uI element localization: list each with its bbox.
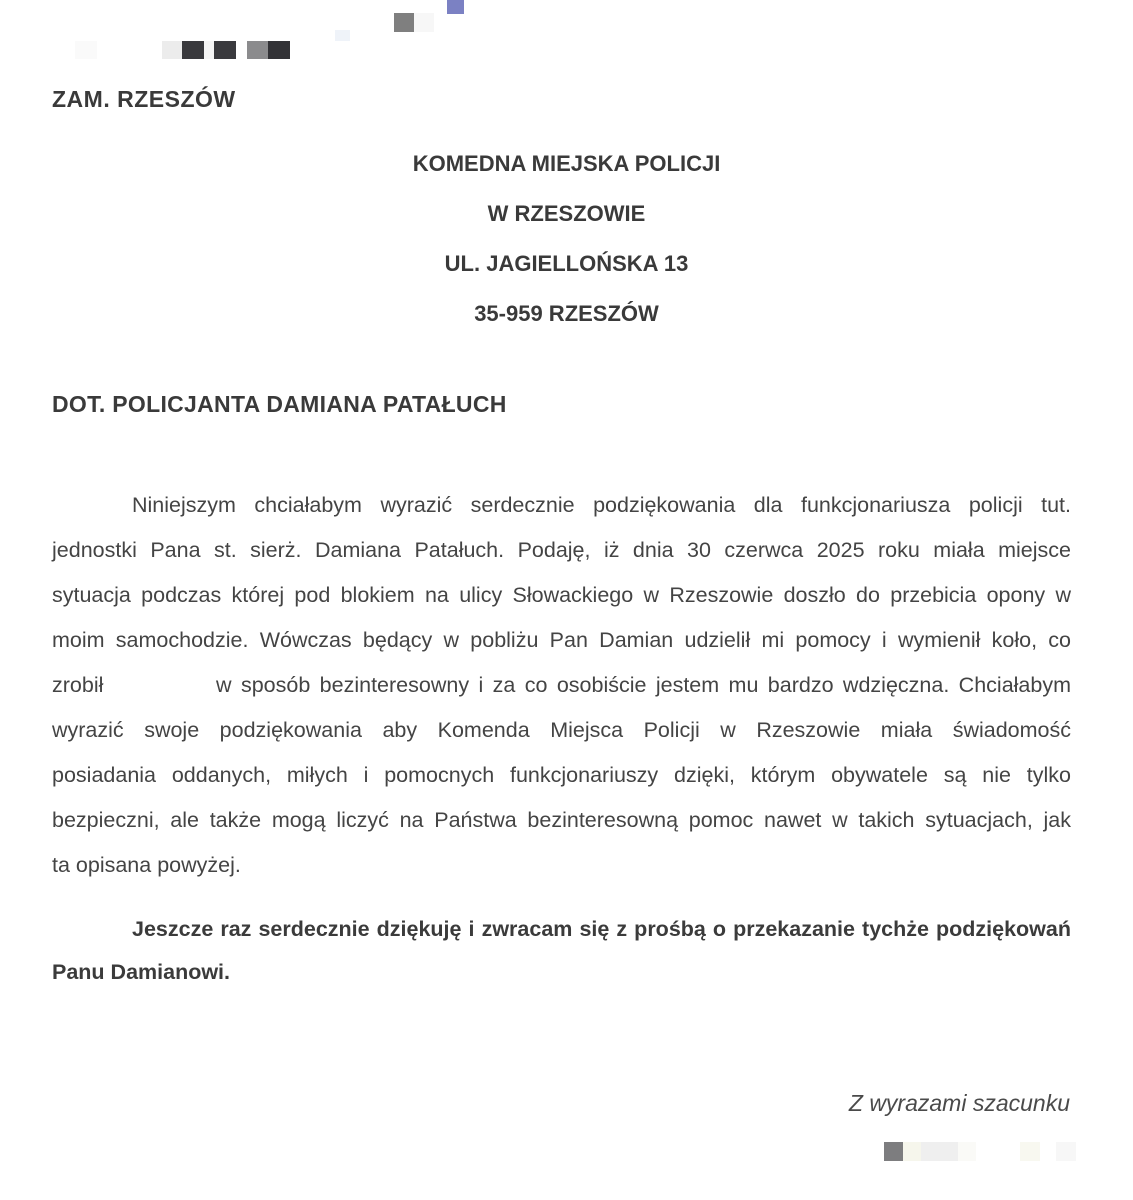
header-row-block-7 xyxy=(268,41,290,59)
sender-location: ZAM. RZESZÓW xyxy=(52,86,236,112)
letter-closing-paragraph xyxy=(52,908,1071,994)
signature-row-block-3 xyxy=(921,1142,958,1161)
text-line: ta opisana powyżej. xyxy=(52,853,241,877)
text-line: Panu Damianowi. xyxy=(52,960,231,984)
header-row-block-1 xyxy=(75,41,97,59)
signature-row-block-4 xyxy=(958,1142,976,1161)
text-line: moim samochodzie. Wówczas będący w pobliżu Pan Damian udzielił mi pomocy i wymienił koło, co xyxy=(52,628,1071,652)
header-row-block-2 xyxy=(162,41,182,59)
text-line: bezpieczni, ale także mogą liczyć na Państwa bezinteresowną pomoc nawet w takich sytuacjach, jak xyxy=(52,808,1071,832)
text-line: posiadania oddanych, miłych i pomocnych funkcjonariuszy dzięki, którym obywatele są nie tylko xyxy=(52,763,1071,787)
recipient-address-block xyxy=(0,139,1133,339)
signature-row-block-2 xyxy=(903,1142,921,1161)
recipient-name: KOMEDNA MIEJSKA POLICJI xyxy=(412,151,721,176)
top-right-purple-block xyxy=(447,0,464,14)
header-row-block-3 xyxy=(182,41,204,59)
recipient-street: UL. JAGIELLOŃSKA 13 xyxy=(444,251,689,276)
text-line: Niniejszym chciałabym wyrazić serdecznie podziękowania dla funkcjonariusza policji tut. xyxy=(132,493,1071,517)
signature-row-block-6 xyxy=(1056,1142,1076,1161)
header-row-block-4 xyxy=(204,41,214,59)
signoff-text: Z wyrazami szacunku xyxy=(848,1090,1070,1116)
text-line: jednostki Pana st. sierż. Damiana Patałuch. Podaję, iż dnia 30 czerwca 2025 roku miała miejsce xyxy=(52,538,1071,562)
top-gray-block xyxy=(394,13,414,32)
text-line: Jeszcze raz serdecznie dziękuję i zwracam się z prośbą o przekazanie tychże podziękowań xyxy=(132,917,1071,941)
signature-row-block-5 xyxy=(1020,1142,1040,1161)
top-faint-blue-block xyxy=(335,30,350,41)
top-light-block xyxy=(414,13,434,32)
header-row-block-6 xyxy=(247,41,268,59)
recipient-postcode: 35-959 RZESZÓW xyxy=(474,301,659,326)
subject-line: DOT. POLICJANTA DAMIANA PATAŁUCH xyxy=(52,391,507,417)
text-line: zrobił w sposób bezinteresowny i za co osobiście jestem mu bardzo wdzięczna. Chciałabym xyxy=(52,673,1071,697)
text-line: sytuacja podczas której pod blokiem na ulicy Słowackiego w Rzeszowie doszło do przebicia opony w xyxy=(52,583,1071,607)
signature-row-block-1 xyxy=(884,1142,903,1161)
text-line: wyrazić swoje podziękowania aby Komenda Miejsca Policji w Rzeszowie miała świadomość xyxy=(52,718,1071,742)
header-row-block-5 xyxy=(214,41,236,59)
letter-body-paragraph xyxy=(52,483,1071,888)
recipient-city: W RZESZOWIE xyxy=(487,201,646,226)
